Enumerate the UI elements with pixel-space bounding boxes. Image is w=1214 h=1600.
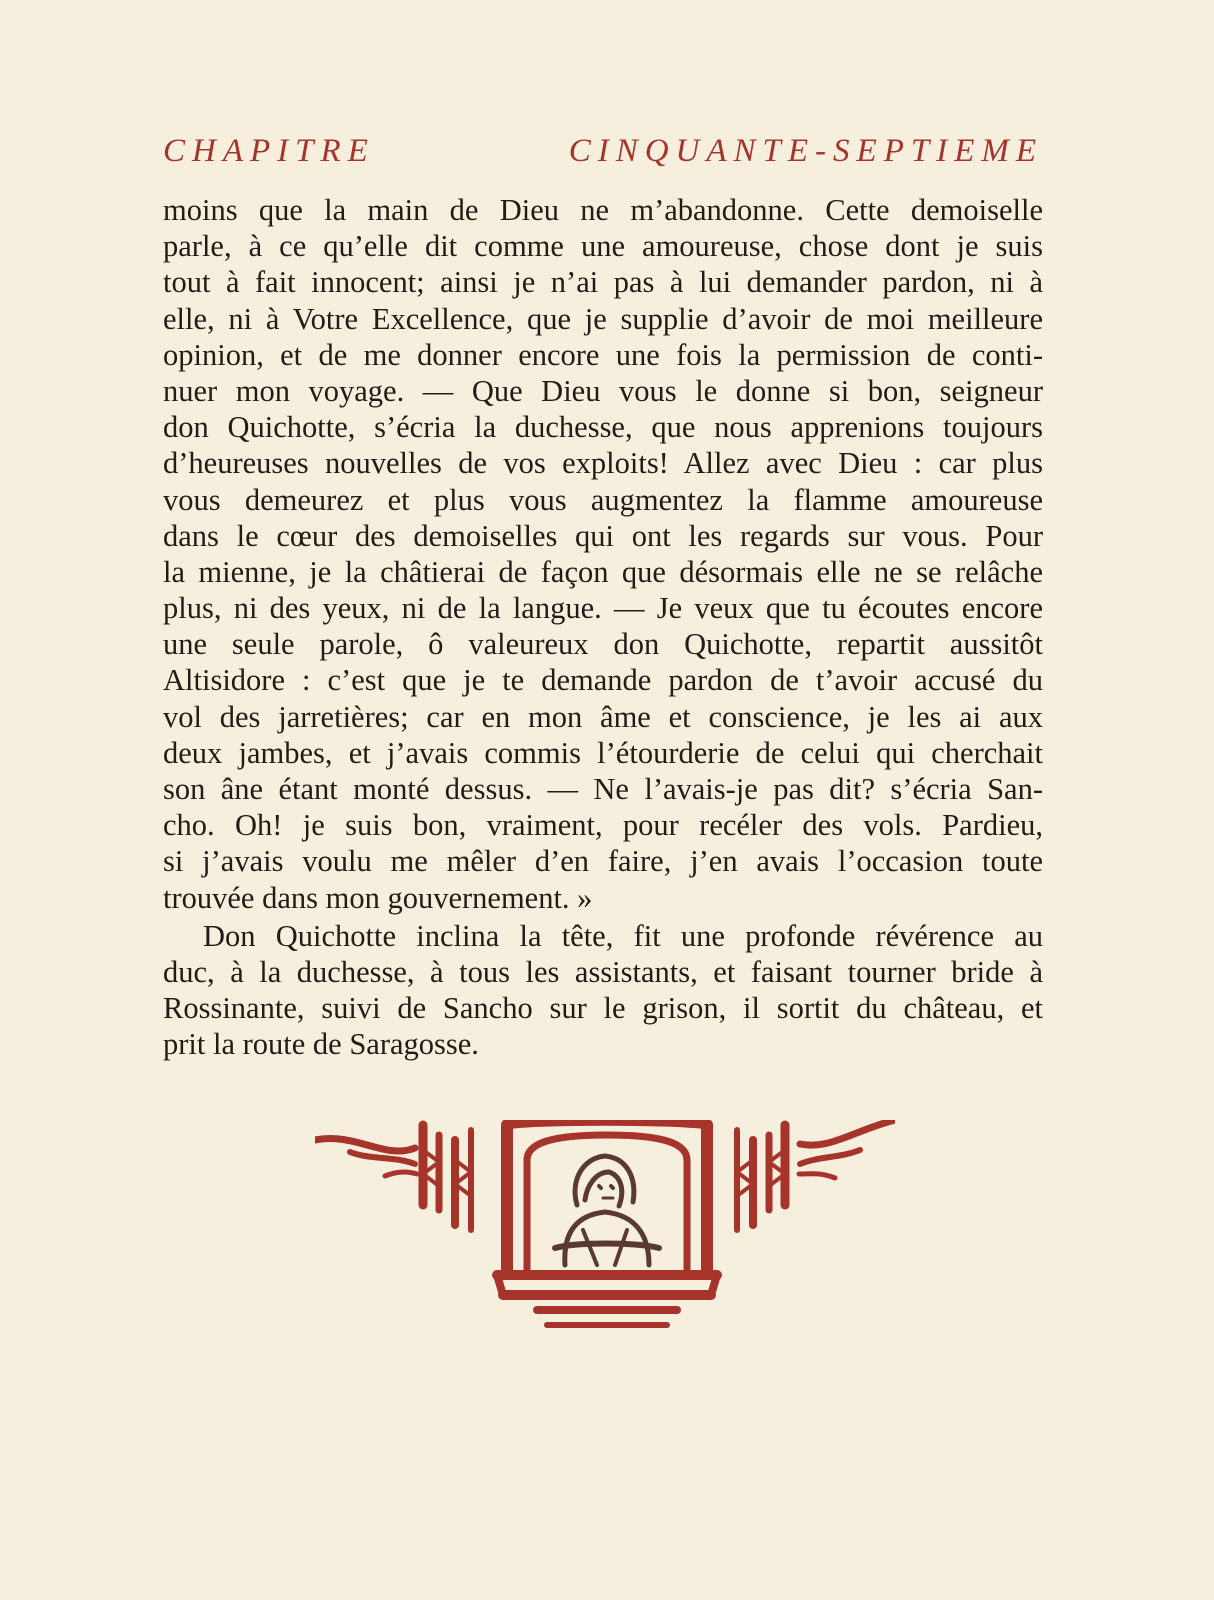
text-line: moins que la main de Dieu ne m’abandonne. Cette demoiselle bbox=[163, 193, 1043, 227]
text-line: plus, ni des yeux, ni de la langue. — Je veux que tu écoutes encore bbox=[163, 591, 1043, 626]
text-line: elle, ni à Votre Excellence, que je supplie d’avoir de moi meilleure bbox=[163, 301, 1043, 336]
text-line: nuer mon voyage. — Que Dieu vous le donne si bon, seigneur bbox=[163, 373, 1043, 408]
text-line: trouvée dans mon gouvernement. » bbox=[163, 880, 593, 915]
text-line: une seule parole, ô valeureux don Quichotte, repartit aussitôt bbox=[163, 627, 1043, 662]
paragraph-1 bbox=[163, 192, 1043, 916]
running-head bbox=[163, 133, 1043, 170]
text-line: Don Quichotte inclina la tête, fit une profonde révérence au bbox=[203, 918, 1043, 953]
body-text bbox=[163, 192, 1043, 1063]
text-line: don Quichotte, s’écria la duchesse, que nous apprenions toujours bbox=[163, 410, 1043, 445]
text-line: son âne étant monté dessus. — Ne l’avais-je pas dit? s’écria San- bbox=[163, 772, 1043, 806]
text-line: cho. Oh! je suis bon, vraiment, pour recéler des vols. Pardieu, bbox=[163, 808, 1043, 843]
text-line: opinion, et de me donner encore une fois la permission de conti- bbox=[163, 337, 1043, 372]
text-line: deux jambes, et j’avais commis l’étourderie de celui qui cherchait bbox=[163, 735, 1043, 770]
text-line: la mienne, je la châtierai de façon que désormais elle ne se relâche bbox=[163, 554, 1043, 589]
running-head-number: CINQUANTE-SEPTIEME bbox=[568, 133, 1043, 169]
paragraph-2 bbox=[163, 918, 1043, 1063]
text-line: vous demeurez et plus vous augmentez la flamme amoureuse bbox=[163, 482, 1043, 517]
text-line: Altisidore : c’est que je te demande pardon de t’avoir accusé du bbox=[163, 663, 1043, 698]
text-line: Rossinante, suivi de Sancho sur le grison, il sortit du château, et bbox=[163, 991, 1043, 1026]
text-line: si j’avais voulu me mêler d’en faire, j’en avais l’occasion toute bbox=[163, 844, 1043, 879]
text-line: duc, à la duchesse, à tous les assistants, et faisant tourner bride à bbox=[163, 954, 1043, 989]
text-line: d’heureuses nouvelles de vos exploits! Allez avec Dieu : car plus bbox=[163, 446, 1043, 481]
text-line: dans le cœur des demoiselles qui ont les regards sur vous. Pour bbox=[163, 518, 1043, 553]
text-line: vol des jarretières; car en mon âme et conscience, je les ai aux bbox=[163, 699, 1043, 734]
text-line: parle, à ce qu’elle dit comme une amoureuse, chose dont je suis bbox=[163, 229, 1043, 264]
text-line: tout à fait innocent; ainsi je n’ai pas à lui demander pardon, ni à bbox=[163, 265, 1043, 300]
text-line: prit la route de Saragosse. bbox=[163, 1027, 479, 1062]
running-head-chapter: CHAPITRE bbox=[163, 133, 375, 169]
woodcut-tailpiece-icon bbox=[315, 1120, 895, 1335]
